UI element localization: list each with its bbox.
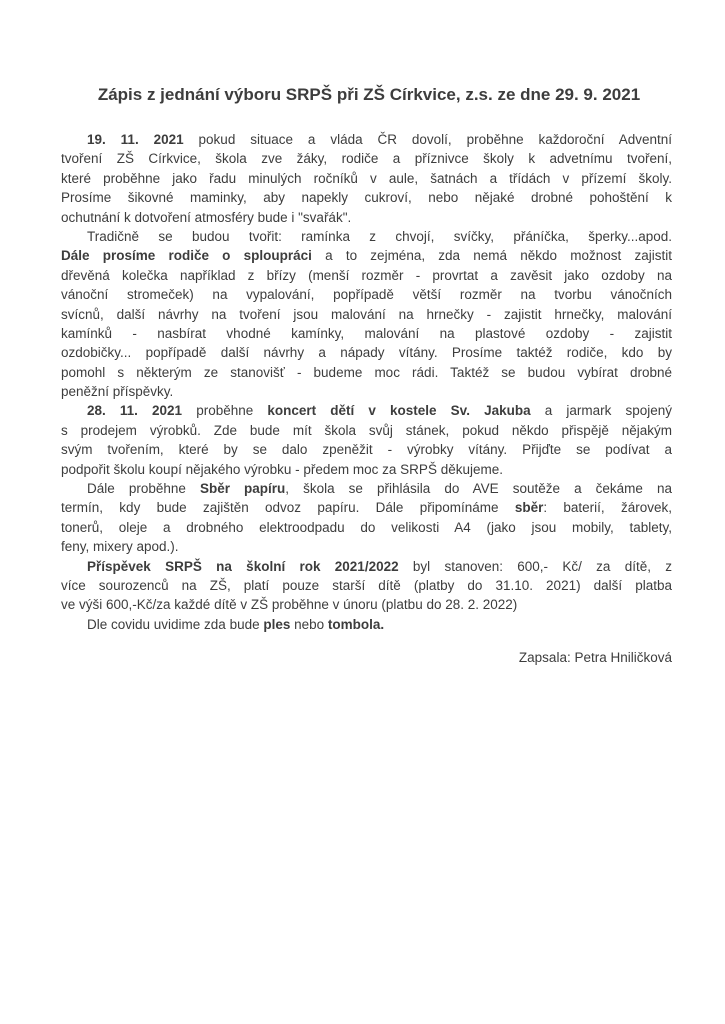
text-line — [61, 401, 672, 420]
paragraph — [61, 479, 672, 557]
text-line — [61, 479, 672, 498]
text-line — [61, 266, 672, 285]
text-run: termín, kdy bude zajištěn odvoz papíru. Dále připomínáme — [61, 500, 515, 516]
text-run: : baterií, žárovek, — [543, 500, 672, 516]
bold-text-run: 19. 11. 2021 — [87, 132, 184, 147]
text-line — [61, 208, 672, 227]
text-run: nebo — [290, 616, 328, 632]
text-line — [61, 382, 672, 401]
text-line — [61, 557, 672, 576]
text-line — [61, 227, 672, 246]
text-line — [61, 324, 672, 343]
paragraph — [61, 227, 672, 402]
text-line — [61, 537, 672, 556]
text-line — [61, 576, 672, 595]
text-line — [61, 595, 672, 614]
text-run: více sourozenců na ZŠ, platí pouze starší dítě (platby do 31.10. 2021) další platba — [61, 577, 672, 593]
text-line — [61, 169, 672, 188]
text-line — [61, 421, 672, 440]
text-run: pomohl s některým ze stanovišť - budeme moc rádi. Taktéž se budou vybírat drobné — [61, 364, 672, 380]
text-run: s prodejem výrobků. Zde bude mít škola svůj stánek, pokud někdo přispějě nějakým — [61, 422, 672, 438]
text-run: ve výši 600,-Kč/za každé dítě v ZŠ proběhne v únoru (platbu do 28. 2. 2022) — [61, 597, 518, 613]
text-run: proběhne — [182, 403, 268, 419]
text-run: které proběhne jako řadu minulých ročníků v aule, šatnách a třídách v přízemí školy. — [61, 170, 672, 186]
bold-text-run: Dále prosíme rodiče o sploupráci — [61, 248, 312, 264]
text-run: feny, mixery apod.). — [61, 539, 179, 555]
text-run: dřevěná kolečka například z břízy (menší rozměr - provrtat a zavěsit jako ozdoby na — [61, 267, 672, 283]
text-run: svým tvořením, které by se dalo zpeněžit - výrobky vítány. Přijďte se podívat a — [61, 442, 672, 458]
bold-text-run: koncert dětí v kostele Sv. Jakuba — [267, 403, 531, 419]
document-title: Zápis z jednání výboru SRPŠ při ZŠ Církvice, z.s. ze dne 29. 9. 2021 — [97, 85, 641, 104]
signature-line: Zapsala: Petra Hniličková — [518, 650, 672, 666]
document-body — [61, 130, 672, 668]
text-line — [61, 149, 672, 168]
text-line — [61, 305, 672, 324]
paragraph — [61, 130, 672, 227]
text-line — [61, 363, 672, 382]
text-line — [61, 615, 672, 634]
bold-text-run: Sběr papíru — [199, 481, 286, 497]
text-run: ozdobičky... popřípadě další návrhy a nápady vítány. Prosíme taktéž rodiče, kdo by — [61, 345, 672, 361]
text-run: , škola se přihlásila do AVE soutěže a čekáme na — [285, 481, 672, 497]
bold-text-run: tombola. — [327, 616, 385, 632]
text-run: Dle covidu uvidime zda bude — [87, 616, 264, 632]
paragraph — [61, 615, 672, 634]
text-run: tvoření ZŠ Církvice, škola zve žáky, rodiče a příznivce školy k advetnímu tvoření, — [61, 151, 672, 167]
text-run: kamínků - nasbírat vhodné kamínky, malování na plastové ozdoby - zajistit — [61, 325, 672, 341]
text-run: podpořit školu koupí nějakého výrobku - předem moc za SRPŠ děkujeme. — [61, 461, 503, 477]
bold-text-run: sběr — [514, 500, 544, 516]
text-line — [61, 440, 672, 459]
text-line — [61, 343, 672, 362]
text-line — [61, 498, 672, 517]
text-line — [61, 285, 672, 304]
text-run: vánoční stromeček) na vypalování, popřípadě větší rozměr na tvorbu vánočních — [61, 287, 672, 303]
text-line — [61, 518, 672, 537]
text-run: ochutnání k dotvoření atmosféry bude i "svařák". — [61, 209, 352, 225]
text-run: Dále proběhne — [87, 481, 200, 497]
text-line — [61, 246, 672, 265]
text-run: Prosíme šikovné maminky, aby napekly cukroví, nebo nějaké drobné pohoštění k — [61, 190, 672, 206]
paragraph — [61, 401, 672, 479]
text-run: peněžní příspěvky. — [61, 384, 174, 400]
text-run: Tradičně se budou tvořit: ramínka z chvojí, svíčky, přáníčka, šperky...apod. — [87, 228, 672, 244]
text-line — [61, 460, 672, 479]
bold-text-run: 28. 11. 2021 — [87, 403, 183, 419]
text-line — [61, 188, 672, 207]
text-run: byl stanoven: 600,- Kč/ za dítě, z — [398, 558, 672, 574]
text-run: a to zejména, zda nemá někdo možnost zajistit — [311, 248, 672, 264]
bold-text-run: ples — [263, 616, 291, 632]
text-run: tonerů, oleje a drobného elektroodpadu do velikosti A4 (jako jsou mobily, tablety, — [61, 519, 672, 535]
text-run: pokud situace a vláda ČR dovolí, proběhne každoroční Adventní — [183, 132, 672, 147]
paragraph — [61, 557, 672, 615]
text-run: svícnů, další návrhy na tvoření jsou malování na hrnečky - zajistit hrnečky, malování — [61, 306, 672, 322]
text-line — [61, 130, 672, 149]
bold-text-run: Příspěvek SRPŠ na školní rok 2021/2022 — [87, 558, 399, 574]
document-paragraphs — [61, 130, 672, 634]
text-run: a jarmark spojený — [530, 403, 672, 419]
